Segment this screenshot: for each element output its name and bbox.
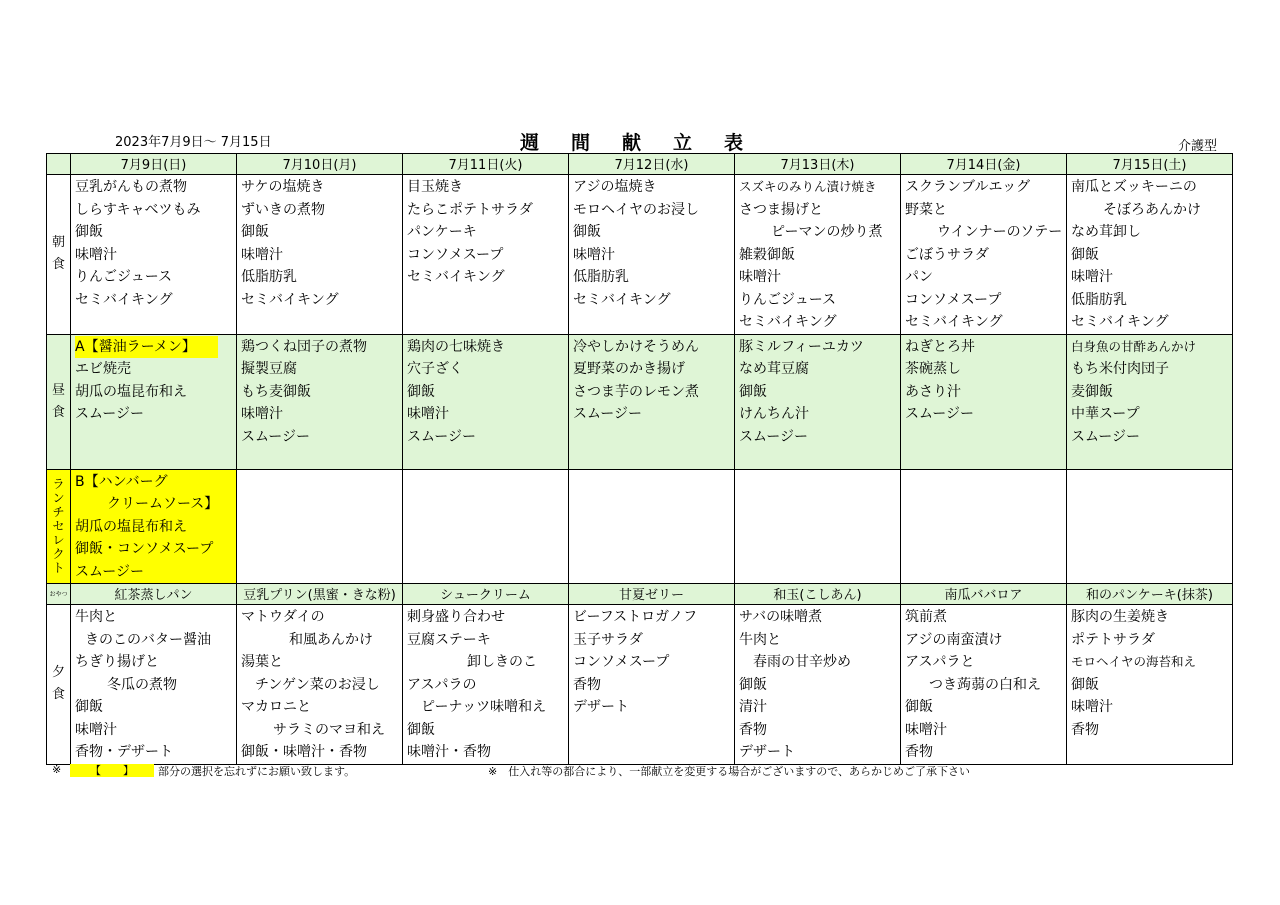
dinner-cell: 筑前煮 アジの南蛮漬け アスパラと つき蒟蒻の白和え 御飯 味噌汁 香物: [901, 605, 1067, 765]
day-header: 7月10日(月): [237, 154, 403, 175]
empty-cell: [237, 469, 403, 584]
snack-cell: 和玉(こしあん): [735, 584, 901, 605]
lunch-cell: 冷やしかけそうめん 夏野菜のかき揚げ さつま芋のレモン煮 スムージー: [569, 334, 735, 469]
snack-cell: 南瓜ババロア: [901, 584, 1067, 605]
lunch-cell: 白身魚の甘酢あんかけ もち米付肉団子 麦御飯 中華スープ スムージー: [1067, 334, 1233, 469]
snack-row: [47, 584, 1233, 605]
corner-cell: [47, 154, 71, 175]
footer-note-selection: 部分の選択を忘れずにお願い致します。: [158, 765, 356, 778]
day-header: 7月13日(木): [735, 154, 901, 175]
lunch-select-row: [47, 469, 1233, 584]
dinner-cell: 刺身盛り合わせ 豆腐ステーキ 卸しきのこ アスパラの ピーナッツ味噌和え 御飯 味噌汁・香物: [403, 605, 569, 765]
snack-label: おやつ: [47, 584, 71, 605]
breakfast-cell: 南瓜とズッキーニの そぼろあんかけ なめ茸卸し 御飯 味噌汁 低脂肪乳 セミバイキング: [1067, 175, 1233, 335]
lunch-cell: 鶏つくね団子の煮物 擬製豆腐 もち麦御飯 味噌汁 スムージー: [237, 334, 403, 469]
dinner-cell: 豚肉の生姜焼き ポテトサラダ モロヘイヤの海苔和え 御飯 味噌汁 香物: [1067, 605, 1233, 765]
day-header: 7月9日(日): [71, 154, 237, 175]
empty-cell: [569, 469, 735, 584]
lunch-label: 昼 食: [47, 334, 71, 469]
breakfast-cell: サケの塩焼き ずいきの煮物 御飯 味噌汁 低脂肪乳 セミバイキング: [237, 175, 403, 335]
menu-type: 介護型: [1178, 139, 1218, 154]
day-header: 7月11日(火): [403, 154, 569, 175]
lunch-cell: 鶏肉の七味焼き 穴子ざく 御飯 味噌汁 スムージー: [403, 334, 569, 469]
page-title: 週間献立表: [520, 132, 776, 154]
day-header: 7月14日(金): [901, 154, 1067, 175]
empty-cell: [735, 469, 901, 584]
day-header: 7月12日(水): [569, 154, 735, 175]
dinner-row: [47, 605, 1233, 765]
footer-note-changes: ※ 仕入れ等の都合により、一部献立を変更する場合がございますので、あらかじめご了承下さい: [488, 765, 970, 778]
breakfast-cell: スズキのみりん漬け焼き さつま揚げと ピーマンの炒り煮 雑穀御飯 味噌汁 りんごジュース セミバイキング: [735, 175, 901, 335]
lunch-cell: A【醤油ラーメン】 エビ焼売 胡瓜の塩昆布和え スムージー: [71, 334, 237, 469]
footer-highlight-sample: 【 】: [70, 764, 154, 777]
empty-cell: [1067, 469, 1233, 584]
lunch-select-label: ラ ン チ セ レ ク ト: [47, 469, 71, 584]
empty-cell: [901, 469, 1067, 584]
breakfast-row: [47, 175, 1233, 335]
dinner-cell: サバの味噌煮 牛肉と 春雨の甘辛炒め 御飯 清汁 香物 デザート: [735, 605, 901, 765]
lunch-cell: 豚ミルフィーユカツ なめ茸豆腐 御飯 けんちん汁 スムージー: [735, 334, 901, 469]
day-header: 7月15日(土): [1067, 154, 1233, 175]
snack-cell: 和のパンケーキ(抹茶): [1067, 584, 1233, 605]
snack-cell: 豆乳プリン(黒蜜・きな粉): [237, 584, 403, 605]
empty-cell: [403, 469, 569, 584]
breakfast-cell: 目玉焼き たらこポテトサラダ パンケーキ コンソメスープ セミバイキング: [403, 175, 569, 335]
date-range: 2023年7月9日～ 7月15日: [115, 135, 272, 150]
breakfast-cell: スクランブルエッグ 野菜と ウインナーのソテー ごぼうサラダ パン コンソメスープ セミバイキング: [901, 175, 1067, 335]
weekly-menu-table: [46, 153, 1233, 765]
dinner-label: 夕 食: [47, 605, 71, 765]
breakfast-cell: アジの塩焼き モロヘイヤのお浸し 御飯 味噌汁 低脂肪乳 セミバイキング: [569, 175, 735, 335]
dinner-cell: ビーフストロガノフ 玉子サラダ コンソメスープ 香物 デザート: [569, 605, 735, 765]
breakfast-cell: 豆乳がんもの煮物 しらすキャベツもみ 御飯 味噌汁 りんごジュース セミバイキング: [71, 175, 237, 335]
snack-cell: 甘夏ゼリー: [569, 584, 735, 605]
dinner-cell: 牛肉と きのこのバター醤油 ちぎり揚げと 冬瓜の煮物 御飯 味噌汁 香物・デザート: [71, 605, 237, 765]
breakfast-label: 朝 食: [47, 175, 71, 335]
lunch-cell: ねぎとろ丼 茶碗蒸し あさり汁 スムージー: [901, 334, 1067, 469]
dinner-cell: マトウダイの 和風あんかけ 湯葉と チンゲン菜のお浸し マカロニと サラミのマヨ和え 御飯・味噌汁・香物: [237, 605, 403, 765]
day-header-row: [47, 154, 1233, 175]
lunch-row: [47, 334, 1233, 469]
snack-cell: 紅茶蒸しパン: [71, 584, 237, 605]
footer-mark: ※: [52, 763, 62, 776]
lunch-option-b-cell: B【ハンバーグ クリームソース】 胡瓜の塩昆布和え 御飯・コンソメスープ スムージー: [71, 469, 237, 584]
lunch-option-a: A【醤油ラーメン】: [75, 336, 218, 359]
snack-cell: シュークリーム: [403, 584, 569, 605]
